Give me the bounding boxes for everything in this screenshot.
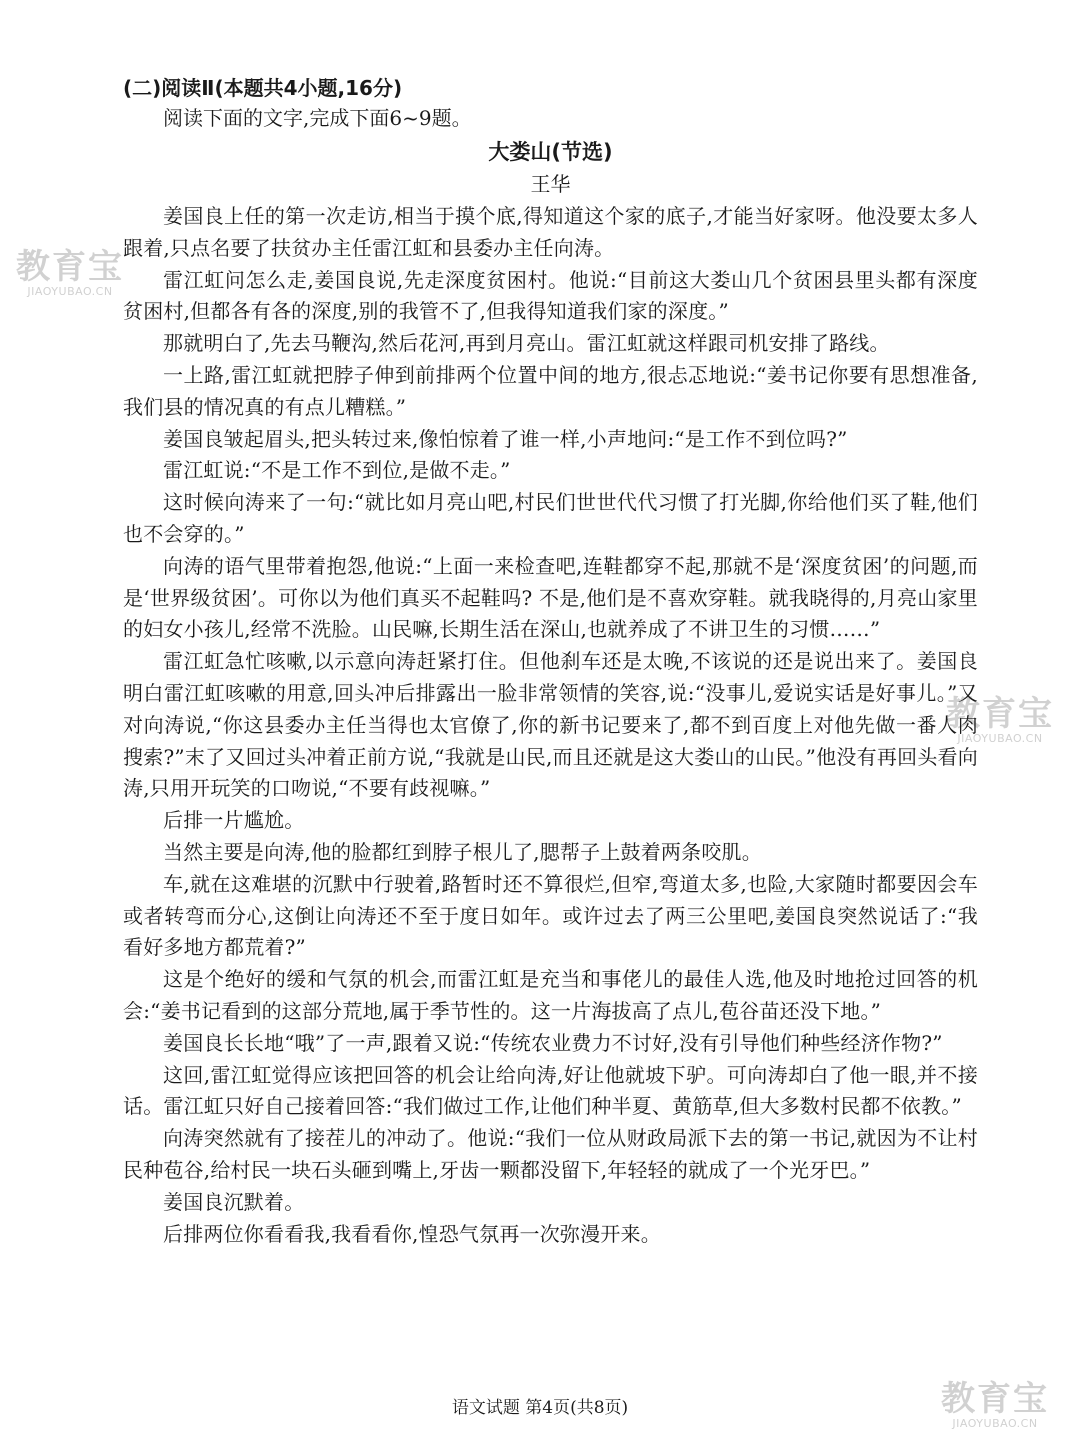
article-paragraph: 姜国良长长地“哦”了一声,跟着又说:“传统农业费力不讨好,没有引导他们种些经济作物?” [163, 1030, 943, 1055]
watermark-logo [920, 1380, 1070, 1430]
article-paragraph: 当然主要是向涛,他的脸都红到脖子根儿了,腮帮子上鼓着两条咬肌。 [163, 839, 762, 864]
article-paragraph: 雷江虹问怎么走,姜国良说,先走深度贫困村。他说:“目前这大娄山几个贫困县里头都有深度贫困村,但都各有各的深度,别的我管不了,但我得知道我们家的深度。” [123, 267, 978, 324]
page-footer: 语文试题 第4页(共8页) [451, 1398, 629, 1418]
watermark-text: 教育宝 [16, 247, 124, 287]
article-paragraph: 姜国良皱起眉头,把头转过来,像怕惊着了谁一样,小声地问:“是工作不到位吗?” [163, 426, 848, 451]
article-paragraph: 这回,雷江虹觉得应该把回答的机会让给向涛,好让他就坡下驴。可向涛却白了他一眼,并不接话。雷江虹只好自己接着回答:“我们做过工作,让他们种半夏、黄筋草,但大多数村民都不依教。” [123, 1062, 978, 1119]
article-paragraph: 姜国良上任的第一次走访,相当于摸个底,得知道这个家的底子,才能当好家呀。他没要太多人跟着,只点名要了扶贫办主任雷江虹和县委办主任向涛。 [123, 204, 978, 260]
section-instruction: 阅读下面的文字,完成下面6~9题。 [163, 106, 472, 130]
article-paragraph: 向涛突然就有了接茬儿的冲动了。他说:“我们一位从财政局派下去的第一书记,就因为不让村民种苞谷,给村民一块石头砸到嘴上,牙齿一颗都没留下,年轻轻的就成了一个光牙巴。” [123, 1126, 978, 1182]
article-paragraph: 车,就在这难堪的沉默中行驶着,路暂时还不算很烂,但窄,弯道太多,也险,大家随时都要因会车或者转弯而分心,这倒让向涛还不至于度日如年。或许过去了两三公里吧,姜国良突然说话了:“我看好多地方都荒着?” [123, 871, 978, 960]
article-paragraph: 后排一片尴尬。 [163, 808, 305, 833]
article-paragraph: 雷江虹说:“不是工作不到位,是做不走。” [163, 458, 511, 483]
watermark-logo [0, 248, 140, 298]
article-title: 大娄山(节选) [488, 140, 613, 164]
watermark-text: 教育宝 [946, 694, 1054, 734]
article-author: 王华 [530, 172, 571, 196]
article-paragraph: 这是个绝好的缓和气氛的机会,而雷江虹是充当和事佬儿的最佳人选,他及时地抢过回答的机会:“姜书记看到的这部分荒地,属于季节性的。这一片海拔高了点儿,苞谷苗还没下地。” [123, 967, 978, 1023]
article-paragraph: 那就明白了,先去马鞭沟,然后花河,再到月亮山。雷江虹就这样跟司机安排了路线。 [163, 331, 890, 356]
article-paragraph: 雷江虹急忙咳嗽,以示意向涛赶紧打住。但他刹车还是太晚,不该说的还是说出来了。姜国良明白雷江虹咳嗽的用意,回头冲后排露出一脸非常领情的笑容,说:“没事儿,爱说实话是好事儿。”又对向涛说,“你这县委办主任当得也太官僚了,你的新书记要来了,都不到百度上对他先做一番人肉搜索?”末了又回过头冲着正前方说,“我就是山民,而且还就是这大娄山的山民。”他没有再回头看向涛,只用开玩笑的口吻说,“不要有歧视嘛。” [123, 649, 978, 801]
reading-section [123, 73, 978, 1250]
article-paragraph: 后排两位你看看我,我看看你,惶恐气氛再一次弥漫开来。 [163, 1221, 661, 1246]
watermark-url: JIAOYUBAO.CN [952, 1417, 1038, 1430]
watermark-url: JIAOYUBAO.CN [957, 732, 1043, 745]
article-body [123, 201, 978, 1250]
watermark-url: JIAOYUBAO.CN [27, 285, 113, 298]
article-paragraph: 这时候向涛来了一句:“就比如月亮山吧,村民们世世代代习惯了打光脚,你给他们买了鞋,他们也不会穿的。” [123, 490, 978, 546]
section-title: (二)阅读Ⅱ(本题共4小题,16分) [123, 76, 403, 100]
article-paragraph: 向涛的语气里带着抱怨,他说:“上面一来检查吧,连鞋都穿不起,那就不是‘深度贫困’的问题,而是‘世界级贫困’。可你以为他们真买不起鞋吗? 不是,他们是不喜欢穿鞋。就我晓得的,月亮山家里的妇女小孩儿,经常不洗脸。山民嘛,长期生活在深山,也就养成了不讲卫生的习惯……” [123, 553, 978, 642]
article-paragraph: 姜国良沉默着。 [163, 1189, 305, 1214]
watermark-text: 教育宝 [941, 1379, 1049, 1419]
article-paragraph: 一上路,雷江虹就把脖子伸到前排两个位置中间的地方,很忐忑地说:“姜书记你要有思想准备,我们县的情况真的有点儿糟糕。” [123, 362, 978, 419]
